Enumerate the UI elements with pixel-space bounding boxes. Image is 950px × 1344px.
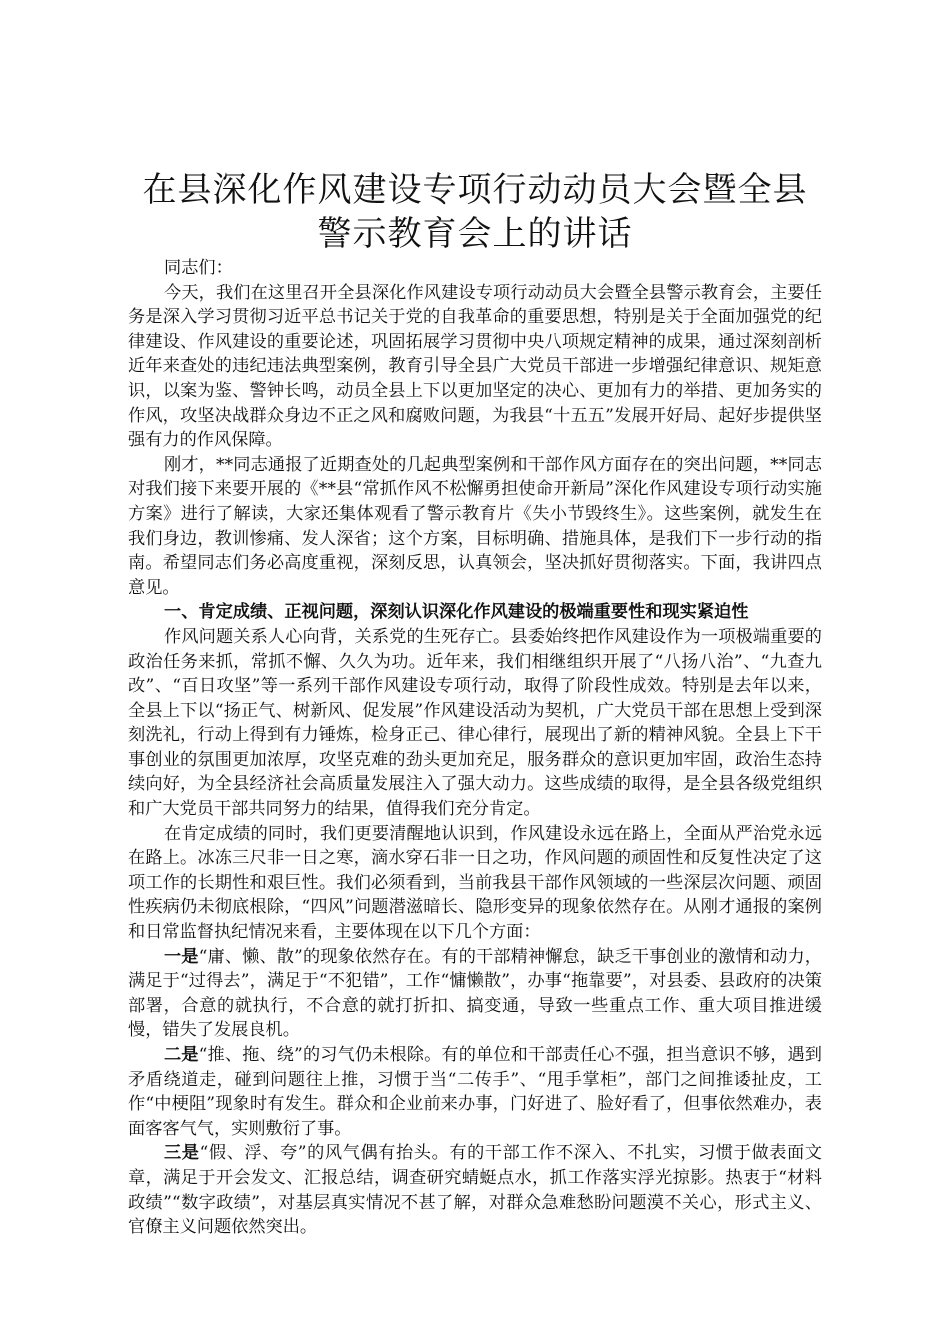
point-3-lead: 三是	[164, 1143, 200, 1164]
point-2-text: “推、拖、绕”的习气仍未根除。有的单位和干部责任心不强，担当意识不够，遇到矛盾绕道走，碰到问题往上推，习惯于当“二传手”、“甩手掌柜”，部门之间推诿扯皮，工作“中梗阻”现象时有发生。群众和企业前来办事，门好进了、脸好看了，但事依然难办，表面客客气气，实则敷衍了事。	[128, 1045, 822, 1139]
paragraph-point-2	[128, 1043, 822, 1141]
point-1-text: “庸、懒、散”的现象依然存在。有的干部精神懈怠，缺乏干事创业的激情和动力，满足于“过得去”，满足于“不犯错”，工作“慵懒散”，办事“拖靠要”，对县委、县政府的决策部署，合意的就执行，不合意的就打折扣、搞变通，导致一些重点工作、重大项目推进缓慢，错失了发展良机。	[128, 946, 822, 1041]
document-title: 在县深化作风建设专项行动动员大会暨全县警示教育会上的讲话	[142, 170, 808, 254]
point-2-lead: 二是	[164, 1045, 199, 1065]
document-page	[128, 168, 822, 1240]
point-1-lead: 一是	[164, 946, 199, 967]
paragraph-point-1	[128, 945, 822, 1043]
paragraph-point-3	[128, 1141, 822, 1239]
section-heading-1: 一、肯定成绩、正视问题，深刻认识深化作风建设的极端重要性和现实紧迫性	[164, 602, 749, 623]
paragraph-briefing: 刚才，**同志通报了近期查处的几起典型案例和干部作风方面存在的突出问题，**同志对我们接下来要开展的《**县“常抓作风不松懈勇担使命开新局”深化作风建设专项行动实施方案》进行了解读，大家还集体观看了警示教育片《失小节毁终生》。这些案例，就发生在我们身边，教训惨痛、发人深省；这个方案，目标明确、措施具体，是我们下一步行动的指南。希望同志们务必高度重视，深刻反思，认真领会，坚决抓好贯彻落实。下面，我讲四点意见。	[128, 454, 822, 598]
paragraph-achievements: 作风问题关系人心向背，关系党的生死存亡。县委始终把作风建设作为一项极端重要的政治任务来抓，常抓不懈、久久为功。近年来，我们相继组织开展了“八扬八治”、“九查九改”、“百日攻坚”等一系列干部作风建设专项行动，取得了阶段性成效。特别是去年以来，全县上下以“扬正气、树新风、促发展”作风建设活动为契机，广大党员干部在思想上受到深刻洗礼，行动上得到有力锤炼，检身正己、律心律行，展现出了新的精神风貌。全县上下干事创业的氛围更加浓厚，攻坚克难的劲头更加充足，服务群众的意识更加牢固，政治生态持续向好，为全县经济社会高质量发展注入了强大动力。这些成绩的取得，是全县各级党组织和广大党员干部共同努力的结果，值得我们充分肯定。	[128, 626, 822, 820]
paragraph-problems: 在肯定成绩的同时，我们更要清醒地认识到，作风建设永远在路上，全面从严治党永远在路上。冰冻三尺非一日之寒，滴水穿石非一日之功，作风问题的顽固性和反复性决定了这项工作的长期性和艰巨性。我们必须看到，当前我县干部作风领域的一些深层次问题、顽固性疾病仍未彻底根除，“四风”问题潜滋暗长、隐形变异的现象依然存在。从刚才通报的案例和日常监督执纪情况来看，主要体现在以下几个方面：	[128, 823, 822, 943]
point-3-text: “假、浮、夸”的风气偶有抬头。有的干部工作不深入、不扎实，习惯于做表面文章，满足于开会发文、汇报总结，调查研究蜻蜓点水，抓工作落实浮光掠影。热衷于“材料政绩”“数字政绩”，对基层真实情况不甚了解，对群众急难愁盼问题漠不关心，形式主义、官僚主义问题依然突出。	[128, 1143, 822, 1238]
paragraph-intro: 今天，我们在这里召开全县深化作风建设专项行动动员大会暨全县警示教育会，主要任务是深入学习贯彻习近平总书记关于党的自我革命的重要思想，特别是关于全面加强党的纪律建设、作风建设的重要论述，巩固拓展学习贯彻中央八项规定精神的成果，通过深刻剖析近年来查处的违纪违法典型案例，教育引导全县广大党员干部进一步增强纪律意识、规矩意识，以案为鉴、警钟长鸣，动员全县上下以更加坚定的决心、更加有力的举措、更加务实的作风，攻坚决战群众身边不正之风和腐败问题，为我县“十五五”发展开好局、起好步提供坚强有力的作风保障。	[128, 282, 822, 451]
salutation: 同志们：	[164, 258, 233, 278]
